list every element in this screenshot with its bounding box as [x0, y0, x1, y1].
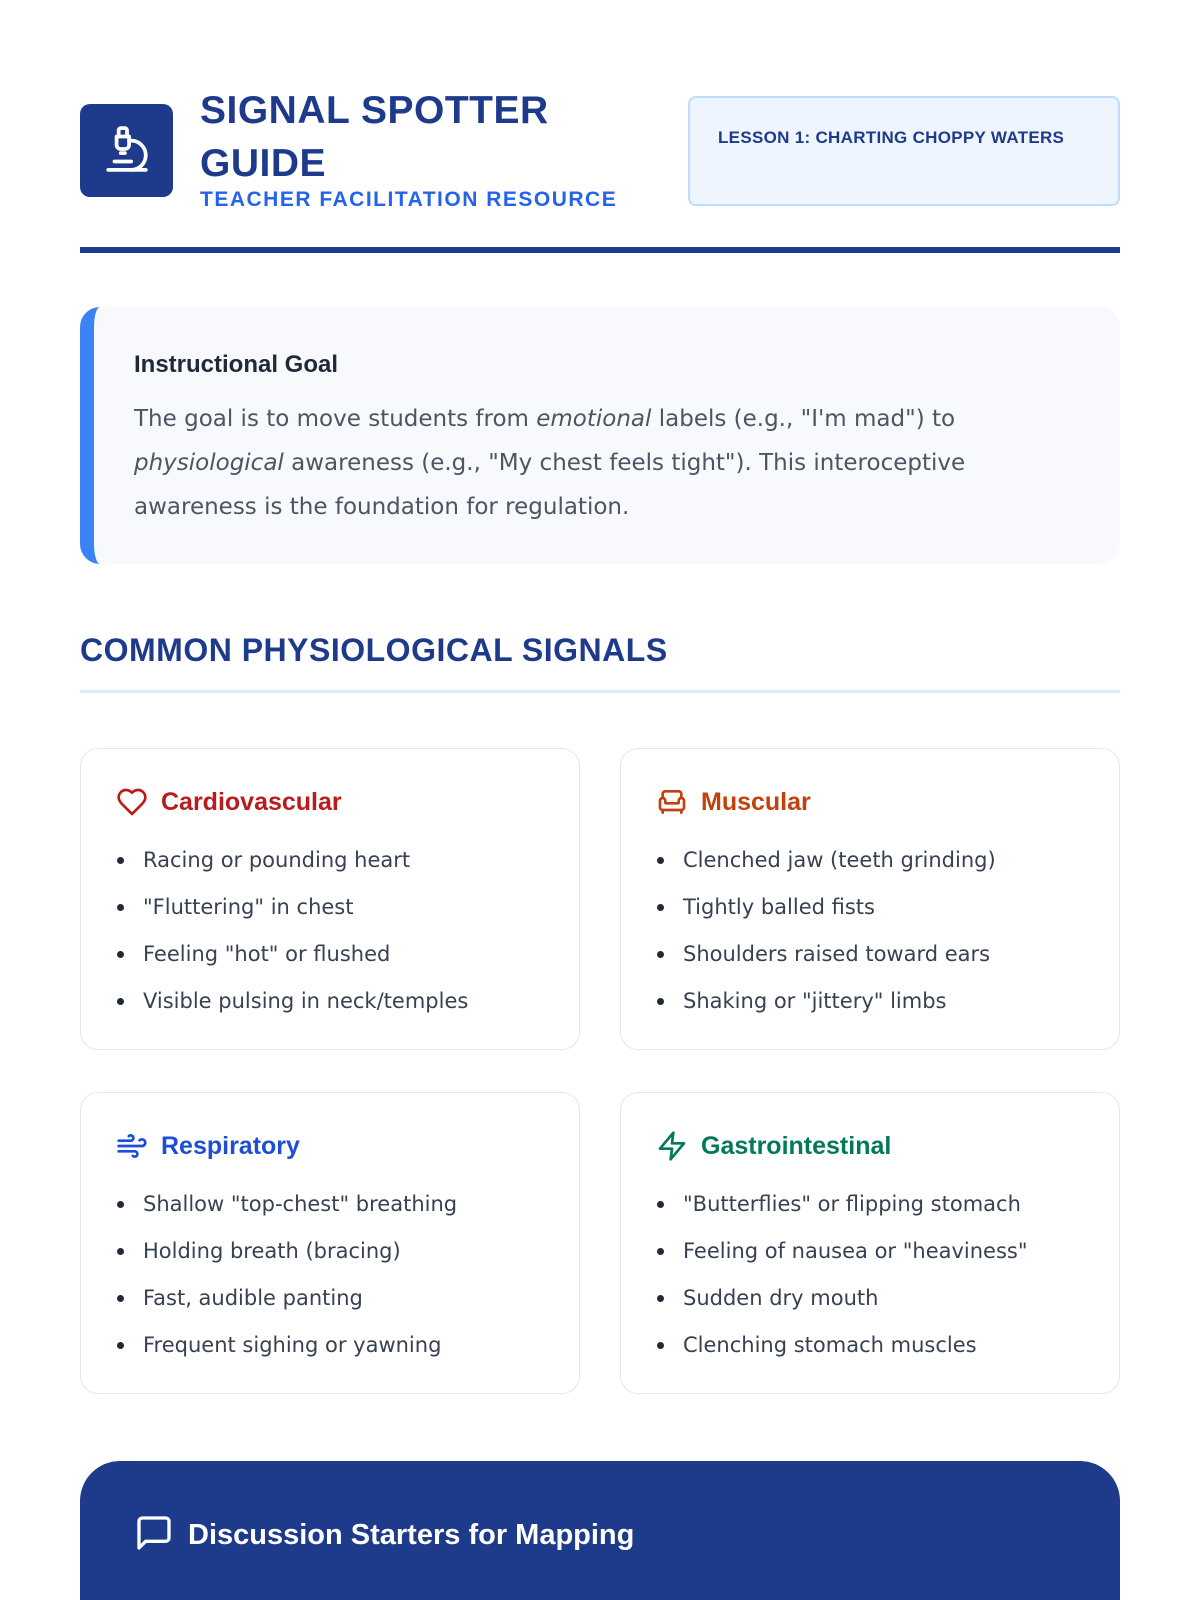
lesson-label: LESSON 1: CHARTING CHOPPY WATERS [718, 128, 1065, 147]
list-item: Visible pulsing in neck/temples [115, 986, 545, 1033]
goal-emphasis-emotional: emotional [536, 406, 652, 432]
list-item: "Butterflies" or flipping stomach [655, 1189, 1085, 1236]
microscope-icon [102, 124, 152, 178]
goal-emphasis-physiological: physiological [134, 450, 284, 476]
discussion-title: Discussion Starters for Mapping [188, 1518, 635, 1551]
list-item: Feeling "hot" or flushed [115, 939, 545, 986]
page-title: SIGNAL SPOTTER GUIDE [200, 89, 549, 185]
goal-text-part: The goal is to move students from [134, 406, 537, 432]
armchair-icon [655, 785, 689, 819]
logo [80, 104, 173, 197]
card-title: Cardiovascular [161, 787, 342, 816]
message-square-icon [134, 1513, 174, 1557]
discussion-panel [80, 1461, 1120, 1600]
header-divider [80, 247, 1120, 253]
signal-list [115, 845, 545, 1033]
heart-icon [115, 785, 149, 819]
goal-text-part: labels (e.g., "I'm mad") to [651, 406, 956, 432]
list-item: Tightly balled fists [655, 892, 1085, 939]
card-title: Muscular [701, 787, 811, 816]
goal-text [134, 397, 1014, 529]
card-title: Gastrointestinal [701, 1131, 892, 1160]
list-item: Feeling of nausea or "heaviness" [655, 1236, 1085, 1283]
list-item: Shoulders raised toward ears [655, 939, 1085, 986]
lightning-icon [655, 1129, 689, 1163]
list-item: "Fluttering" in chest [115, 892, 545, 939]
lesson-badge [688, 96, 1120, 206]
page-header [80, 84, 1120, 214]
list-item: Frequent sighing or yawning [115, 1330, 545, 1377]
instructional-goal-callout [80, 307, 1120, 564]
list-item: Clenching stomach muscles [655, 1330, 1085, 1377]
list-item: Fast, audible panting [115, 1283, 545, 1330]
list-item: Holding breath (bracing) [115, 1236, 545, 1283]
signal-card-muscular [620, 748, 1120, 1050]
signal-list [115, 1189, 545, 1377]
goal-title: Instructional Goal [134, 351, 339, 378]
list-item: Shallow "top-chest" breathing [115, 1189, 545, 1236]
goal-text-part: awareness (e.g., "My chest feels tight"). This interoceptive awareness is the foundation for regulation. [134, 450, 966, 520]
signal-list [655, 845, 1085, 1033]
list-item: Clenched jaw (teeth grinding) [655, 845, 1085, 892]
signal-card-respiratory [80, 1092, 580, 1394]
list-item: Sudden dry mouth [655, 1283, 1085, 1330]
wind-icon [115, 1129, 149, 1163]
list-item: Racing or pounding heart [115, 845, 545, 892]
section-divider [80, 690, 1120, 693]
section-title-signals: COMMON PHYSIOLOGICAL SIGNALS [80, 632, 668, 668]
card-title: Respiratory [161, 1131, 300, 1160]
signal-list [655, 1189, 1085, 1377]
signal-card-gastrointestinal [620, 1092, 1120, 1394]
list-item: Shaking or "jittery" limbs [655, 986, 1085, 1033]
signal-card-cardiovascular [80, 748, 580, 1050]
page-subtitle: TEACHER FACILITATION RESOURCE [200, 188, 618, 211]
